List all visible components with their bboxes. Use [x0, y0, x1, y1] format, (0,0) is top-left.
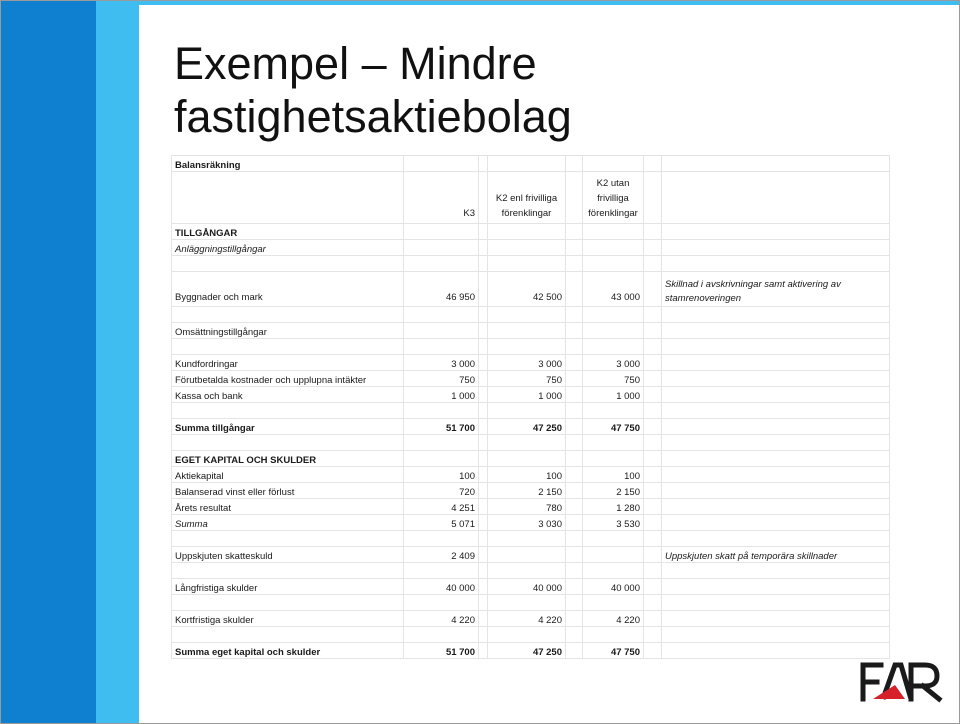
table-row [172, 224, 890, 240]
table-row [172, 419, 890, 435]
column-header-k2-utan: K2 utan frivilliga förenklingar [583, 172, 644, 224]
table-row [172, 547, 890, 563]
row-label: Uppskjuten skatteskuld [172, 547, 404, 563]
cell-k3: 720 [404, 483, 479, 499]
row-label: Aktiekapital [172, 467, 404, 483]
assets-heading: TILLGÅNGAR [172, 224, 404, 240]
side-band-dark [1, 1, 96, 724]
table-header-row [172, 172, 890, 224]
table-row [172, 272, 890, 307]
cell-k3: 51 700 [404, 643, 479, 659]
row-label: Byggnader och mark [172, 272, 404, 307]
cell-k2-utan: 3 000 [583, 355, 644, 371]
cell-k2-enl: 40 000 [488, 579, 566, 595]
row-label: Kassa och bank [172, 387, 404, 403]
table-row [172, 156, 890, 172]
table-row [172, 387, 890, 403]
column-header-k2-enl: K2 enl frivilliga förenklingar [488, 172, 566, 224]
top-accent-bar [139, 1, 960, 5]
note-buildings: Skillnad i avskrivningar samt aktivering av stamrenoveringen [662, 272, 890, 307]
cell-k2-utan: 40 000 [583, 579, 644, 595]
cell-k2-enl: 47 250 [488, 419, 566, 435]
cell-k2-enl: 3 000 [488, 355, 566, 371]
row-label: Balanserad vinst eller förlust [172, 483, 404, 499]
table-row [172, 451, 890, 467]
row-label: Förutbetalda kostnader och upplupna intäkter [172, 371, 404, 387]
cell-k2-utan: 47 750 [583, 419, 644, 435]
table-row [172, 611, 890, 627]
cell-k2-enl: 4 220 [488, 611, 566, 627]
cell-k2-utan: 1 000 [583, 387, 644, 403]
table-row [172, 515, 890, 531]
cell-k2-enl: 42 500 [488, 272, 566, 307]
cell-k3: 750 [404, 371, 479, 387]
row-label: Långfristiga skulder [172, 579, 404, 595]
cell-k2-utan: 100 [583, 467, 644, 483]
cell-k2-utan: 2 150 [583, 483, 644, 499]
table-row [172, 371, 890, 387]
row-label: Kundfordringar [172, 355, 404, 371]
side-band-light [96, 1, 139, 724]
row-label: Summa [172, 515, 404, 531]
cell-k3: 40 000 [404, 579, 479, 595]
table-row [172, 240, 890, 256]
cell-k2-enl: 100 [488, 467, 566, 483]
current-assets-heading: Omsättningstillgångar [172, 323, 404, 339]
cell-k2-utan: 4 220 [583, 611, 644, 627]
cell-k2-enl: 750 [488, 371, 566, 387]
cell-k2-utan: 1 280 [583, 499, 644, 515]
note-deferred-tax: Uppskjuten skatt på temporära skillnader [662, 547, 890, 563]
equity-heading: EGET KAPITAL OCH SKULDER [172, 451, 404, 467]
cell-k2-enl: 2 150 [488, 483, 566, 499]
row-label: Summa tillgångar [172, 419, 404, 435]
cell-k3: 100 [404, 467, 479, 483]
cell-k2-enl: 1 000 [488, 387, 566, 403]
table-row [172, 483, 890, 499]
cell-k3: 51 700 [404, 419, 479, 435]
cell-k2-utan: 47 750 [583, 643, 644, 659]
table-row [172, 499, 890, 515]
cell-k3: 46 950 [404, 272, 479, 307]
column-header-k3: K3 [404, 172, 479, 224]
slide-title: Exempel – Mindre fastighetsaktiebolag [174, 38, 572, 142]
cell-k3: 1 000 [404, 387, 479, 403]
row-label: Summa eget kapital och skulder [172, 643, 404, 659]
far-logo [859, 661, 943, 708]
cell-k3: 4 220 [404, 611, 479, 627]
table-row [172, 323, 890, 339]
fixed-assets-heading: Anläggningstillgångar [172, 240, 404, 256]
table-row [172, 467, 890, 483]
cell-k2-utan: 43 000 [583, 272, 644, 307]
table-row [172, 643, 890, 659]
cell-k2-enl: 780 [488, 499, 566, 515]
cell-k3: 5 071 [404, 515, 479, 531]
row-label: Årets resultat [172, 499, 404, 515]
table-row [172, 355, 890, 371]
cell-k2-enl: 3 030 [488, 515, 566, 531]
row-label: Kortfristiga skulder [172, 611, 404, 627]
cell-k3: 2 409 [404, 547, 479, 563]
cell-k2-utan: 3 530 [583, 515, 644, 531]
table-heading: Balansräkning [172, 156, 404, 172]
cell-k3: 4 251 [404, 499, 479, 515]
table-row [172, 579, 890, 595]
cell-k2-utan: 750 [583, 371, 644, 387]
far-logo-mark [859, 661, 943, 703]
balance-sheet-table [171, 155, 890, 659]
cell-k3: 3 000 [404, 355, 479, 371]
cell-k2-enl: 47 250 [488, 643, 566, 659]
